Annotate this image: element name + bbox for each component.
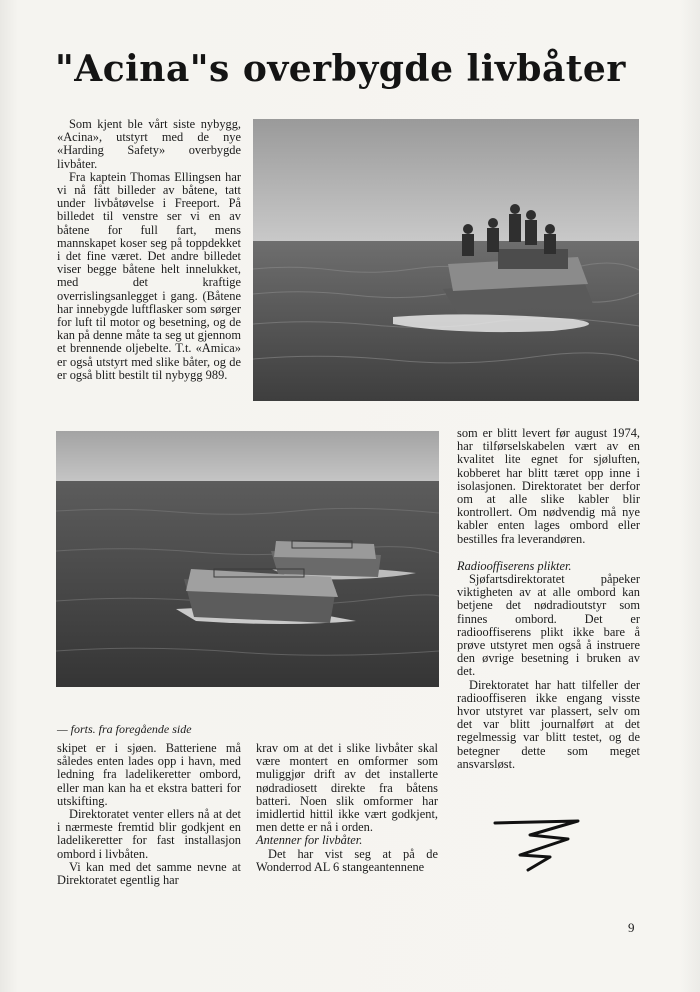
antenna-paragraph: Det har vist seg at på de Wonderrod AL 6 stangeantennene [256, 846, 438, 874]
bottom-left-paragraph-1: skipet er i sjøen. Batteriene må således enten lades opp i havn, med ledning fra ladelikeretter ombord, eller man kan ha et ekstra batteri for utskifting. [57, 741, 241, 808]
radio-paragraph-1: Sjøfartsdirektoratet påpeker viktigheten av at alle ombord kan betjene det nødradioutstyr som finnes ombord. Det er radiooffiserens plikt ikke bare å prøve utstyret men også å instruere den øvrige besetning i bruken av det. [457, 572, 640, 679]
radio-paragraph-2: Direktoratet har hatt tilfeller der radiooffiseren ikke engang visste hvor utstyret var plassert, selv om det var blitt journalført at det regelmessig var blitt testet, og de betegner dette som meget ansvarsløst. [457, 677, 640, 771]
intro-paragraph-2: Fra kaptein Thomas Ellingsen har vi nå fått billeder av båtene, tatt under livbåtøvelse i Freeport. På billedet til venstre ser vi en av båtene for full fart, mens mannskapet koser seg på toppdekket i det fine været. Det andre billedet viser begge båtene helt innelukket, med det kraftige overrislingsanlegget i gang. (Båtene har innebygde luftflasker som sørger for luft til motor og besetning, og de kan på denne måte ta seg ut gjennom et brennende oljebelte. T.t. «Amica» er også utstyrt med slike båter, og de er også blitt bestilt til nybygg 989. [57, 169, 241, 382]
right-paragraph-1: som er blitt levert før august 1974, har tilførselskabelen vært av en kvalitet lite egnet for sjøluften, kobberet har blitt tæret opp inne i isolasjonen. Direktoratet ber derfor om at alle slike kabler blir kontrollert. Om nødvendig må nye kabler enten lages ombord eller bestilles fra leverandøren. [457, 426, 640, 546]
right-column [457, 427, 640, 771]
continued-label: — forts. fra foregående side [57, 722, 192, 736]
bottom-left-column [57, 742, 241, 887]
intro-paragraph-1: Som kjent ble vårt siste nybygg, «Acina», utstyrt med de nye «Harding Safety» overbygde livbåter. [57, 117, 241, 171]
radio-heading: Radiooffiserens plikter. [457, 558, 572, 573]
signature-mark [490, 815, 585, 875]
bottom-left-paragraph-2: Direktoratet venter ellers nå at det i nærmeste fremtid blir godkjent en ladelikeretter for fast installasjon ombord i livbåten. [57, 807, 241, 861]
enclosed-lifeboats-photo [56, 431, 439, 687]
lifeboat-crew-photo [253, 119, 639, 401]
page-number: 9 [628, 920, 635, 935]
page-title: "Acina"s overbygde livbåter [55, 48, 626, 90]
antenna-heading: Antenner for livbåter. [256, 833, 363, 848]
bottom-middle-paragraph: krav om at det i slike livbåter skal være montert en omformer som muliggjør drift av det installerte nødradiosett direkte fra båtens batteri. Noen slik omformer har imidlertid hittil ikke vært godkjent, men dette er nå i orden. [256, 741, 438, 835]
intro-column [57, 118, 241, 382]
bottom-middle-column [256, 742, 438, 874]
bottom-left-paragraph-3: Vi kan med det samme nevne at Direktoratet egentlig har [57, 859, 241, 888]
